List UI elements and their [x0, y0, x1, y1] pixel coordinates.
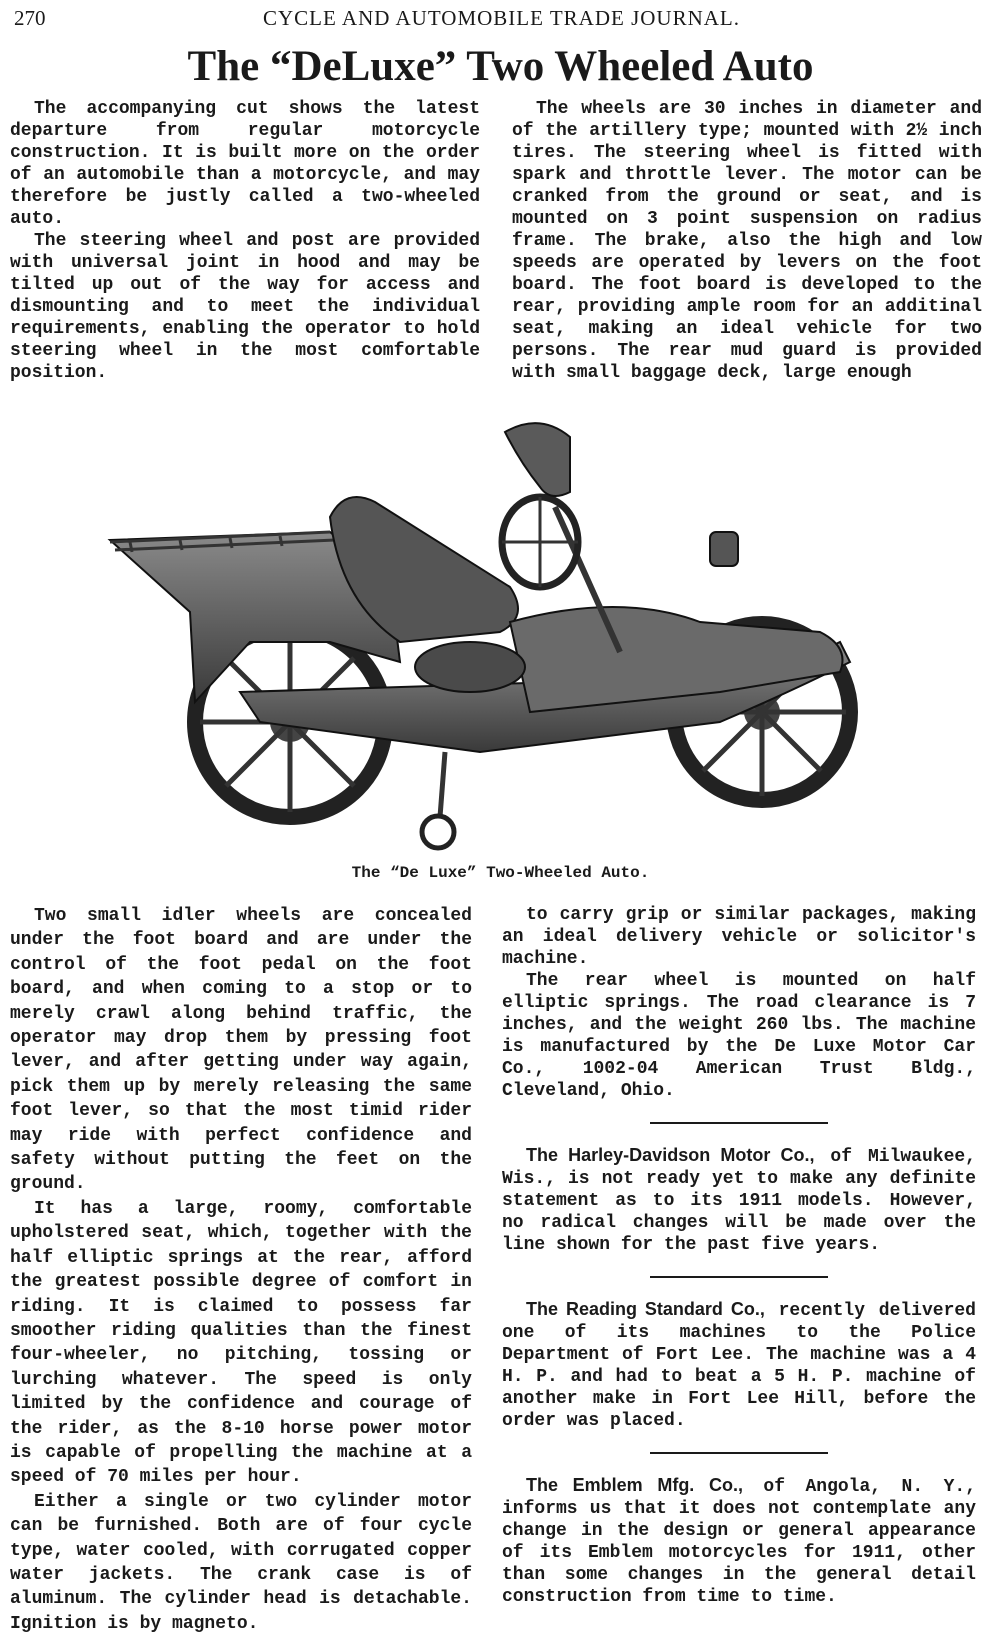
page-number: 270 — [14, 6, 46, 30]
journal-title: CYCLE AND AUTOMOBILE TRADE JOURNAL. — [263, 6, 740, 30]
news-item-reading-standard — [502, 1298, 976, 1432]
company-name: The Emblem Mfg. Co., — [526, 1475, 743, 1495]
company-name: The Reading Standard Co., — [526, 1299, 765, 1319]
column-2 — [512, 98, 982, 384]
article-title: The “DeLuxe” Two Wheeled Auto — [187, 43, 814, 90]
idler-wheel — [422, 752, 454, 848]
divider — [650, 1122, 828, 1124]
divider — [650, 1276, 828, 1278]
paragraph: The rear wheel is mounted on half elliptic springs. The road clearance is 7 inches, and the weight 260 lbs. The machine is manufactured by the De Luxe Motor Car Co., 1002-04 American Trust Bldg., Cleveland, Ohio. — [502, 971, 976, 1101]
tank — [415, 642, 525, 692]
paragraph: to carry grip or similar packages, making an ideal delivery vehicle or solicitor's machine. — [502, 905, 976, 969]
column-3 — [10, 904, 472, 1636]
paragraph: Either a single or two cylinder motor can be furnished. Both are of four cycle type, water cooled, with corrugated copper water jackets. The crank case is of aluminum. The cylinder head is detachable. Ignition is by magneto. — [10, 1491, 472, 1634]
news-item-harley-davidson — [502, 1144, 976, 1256]
news-text: of Angola, N. Y., informs us that it does not contemplate any change in the design or general appearance of its Emblem motorcycles for 1911, other than some changes in the general detail construction from time to time. — [502, 1477, 976, 1607]
news-item-emblem — [502, 1474, 976, 1608]
paragraph: The wheels are 30 inches in diameter and of the artillery type; mounted with 2½ inch tires. The steering wheel is fitted with spark and throttle lever. The motor can be cranked from the ground or seat, and is mounted on 3 point suspension on radius frame. The brake, also the high and low speeds are operated by levers on the foot board. The foot board is developed to the rear, providing ample room for an additinal seat, making an ideal vehicle for two persons. The rear mud guard is provided with small baggage deck, large enough — [512, 99, 982, 383]
news-text: of Milwaukee, Wis., is not ready yet to make any definite statement as to its 1911 models. However, no radical changes will be made over the line shown for the past five years. — [502, 1147, 976, 1255]
paragraph: The accompanying cut shows the latest departure from regular motorcycle construction. It is built more on the order of an automobile than a motorcycle, and may therefore be justly called a two-wheeled auto. — [10, 99, 480, 229]
two-wheeled-auto-drawing — [100, 392, 880, 862]
column-4 — [502, 904, 976, 1608]
news-text: recently delivered one of its machines to the Police Department of Fort Lee. The machine was a 4 H. P. and had to beat a 5 H. P. machine of another make in Fort Lee Hill, before the order was placed. — [502, 1301, 976, 1431]
company-name: The Harley-Davidson Motor Co., — [526, 1145, 815, 1165]
paragraph: The steering wheel and post are provided with universal joint in hood and may be tilted up out of the way for access and dismounting and to meet the individual requirements, enabling the operator to hold steering wheel in the most comfortable position. — [10, 231, 480, 383]
column-1 — [10, 98, 480, 384]
tilted-seat-back — [505, 423, 570, 496]
figure-caption: The “De Luxe” Two-Wheeled Auto. — [351, 864, 650, 882]
page-header — [14, 6, 989, 32]
vehicle-illustration — [100, 392, 880, 862]
divider — [650, 1452, 828, 1454]
paragraph: It has a large, roomy, comfortable upholstered seat, which, together with the half elliptic springs at the rear, afford the greatest possible degree of comfort in riding. It is claimed to possess far smoother riding qualities than the finest four-wheeler, no pitching, tossing or lurching whatever. The speed is only limited by the confidence and courage of the rider, as the 8-10 horse power motor is capable of propelling the machine at a speed of 70 miles per hour. — [10, 1198, 472, 1488]
paragraph: Two small idler wheels are concealed under the foot board and are under the control of the foot pedal on the foot board, and when coming to a stop or to merely crawl along behind traffic, the operator may drop them by pressing foot lever, and after getting under way again, pick them up by merely releasing the same foot lever, so that the most timid rider may ride with perfect confidence and safety without putting the feet on the ground. — [10, 906, 472, 1195]
lamp — [710, 532, 738, 566]
